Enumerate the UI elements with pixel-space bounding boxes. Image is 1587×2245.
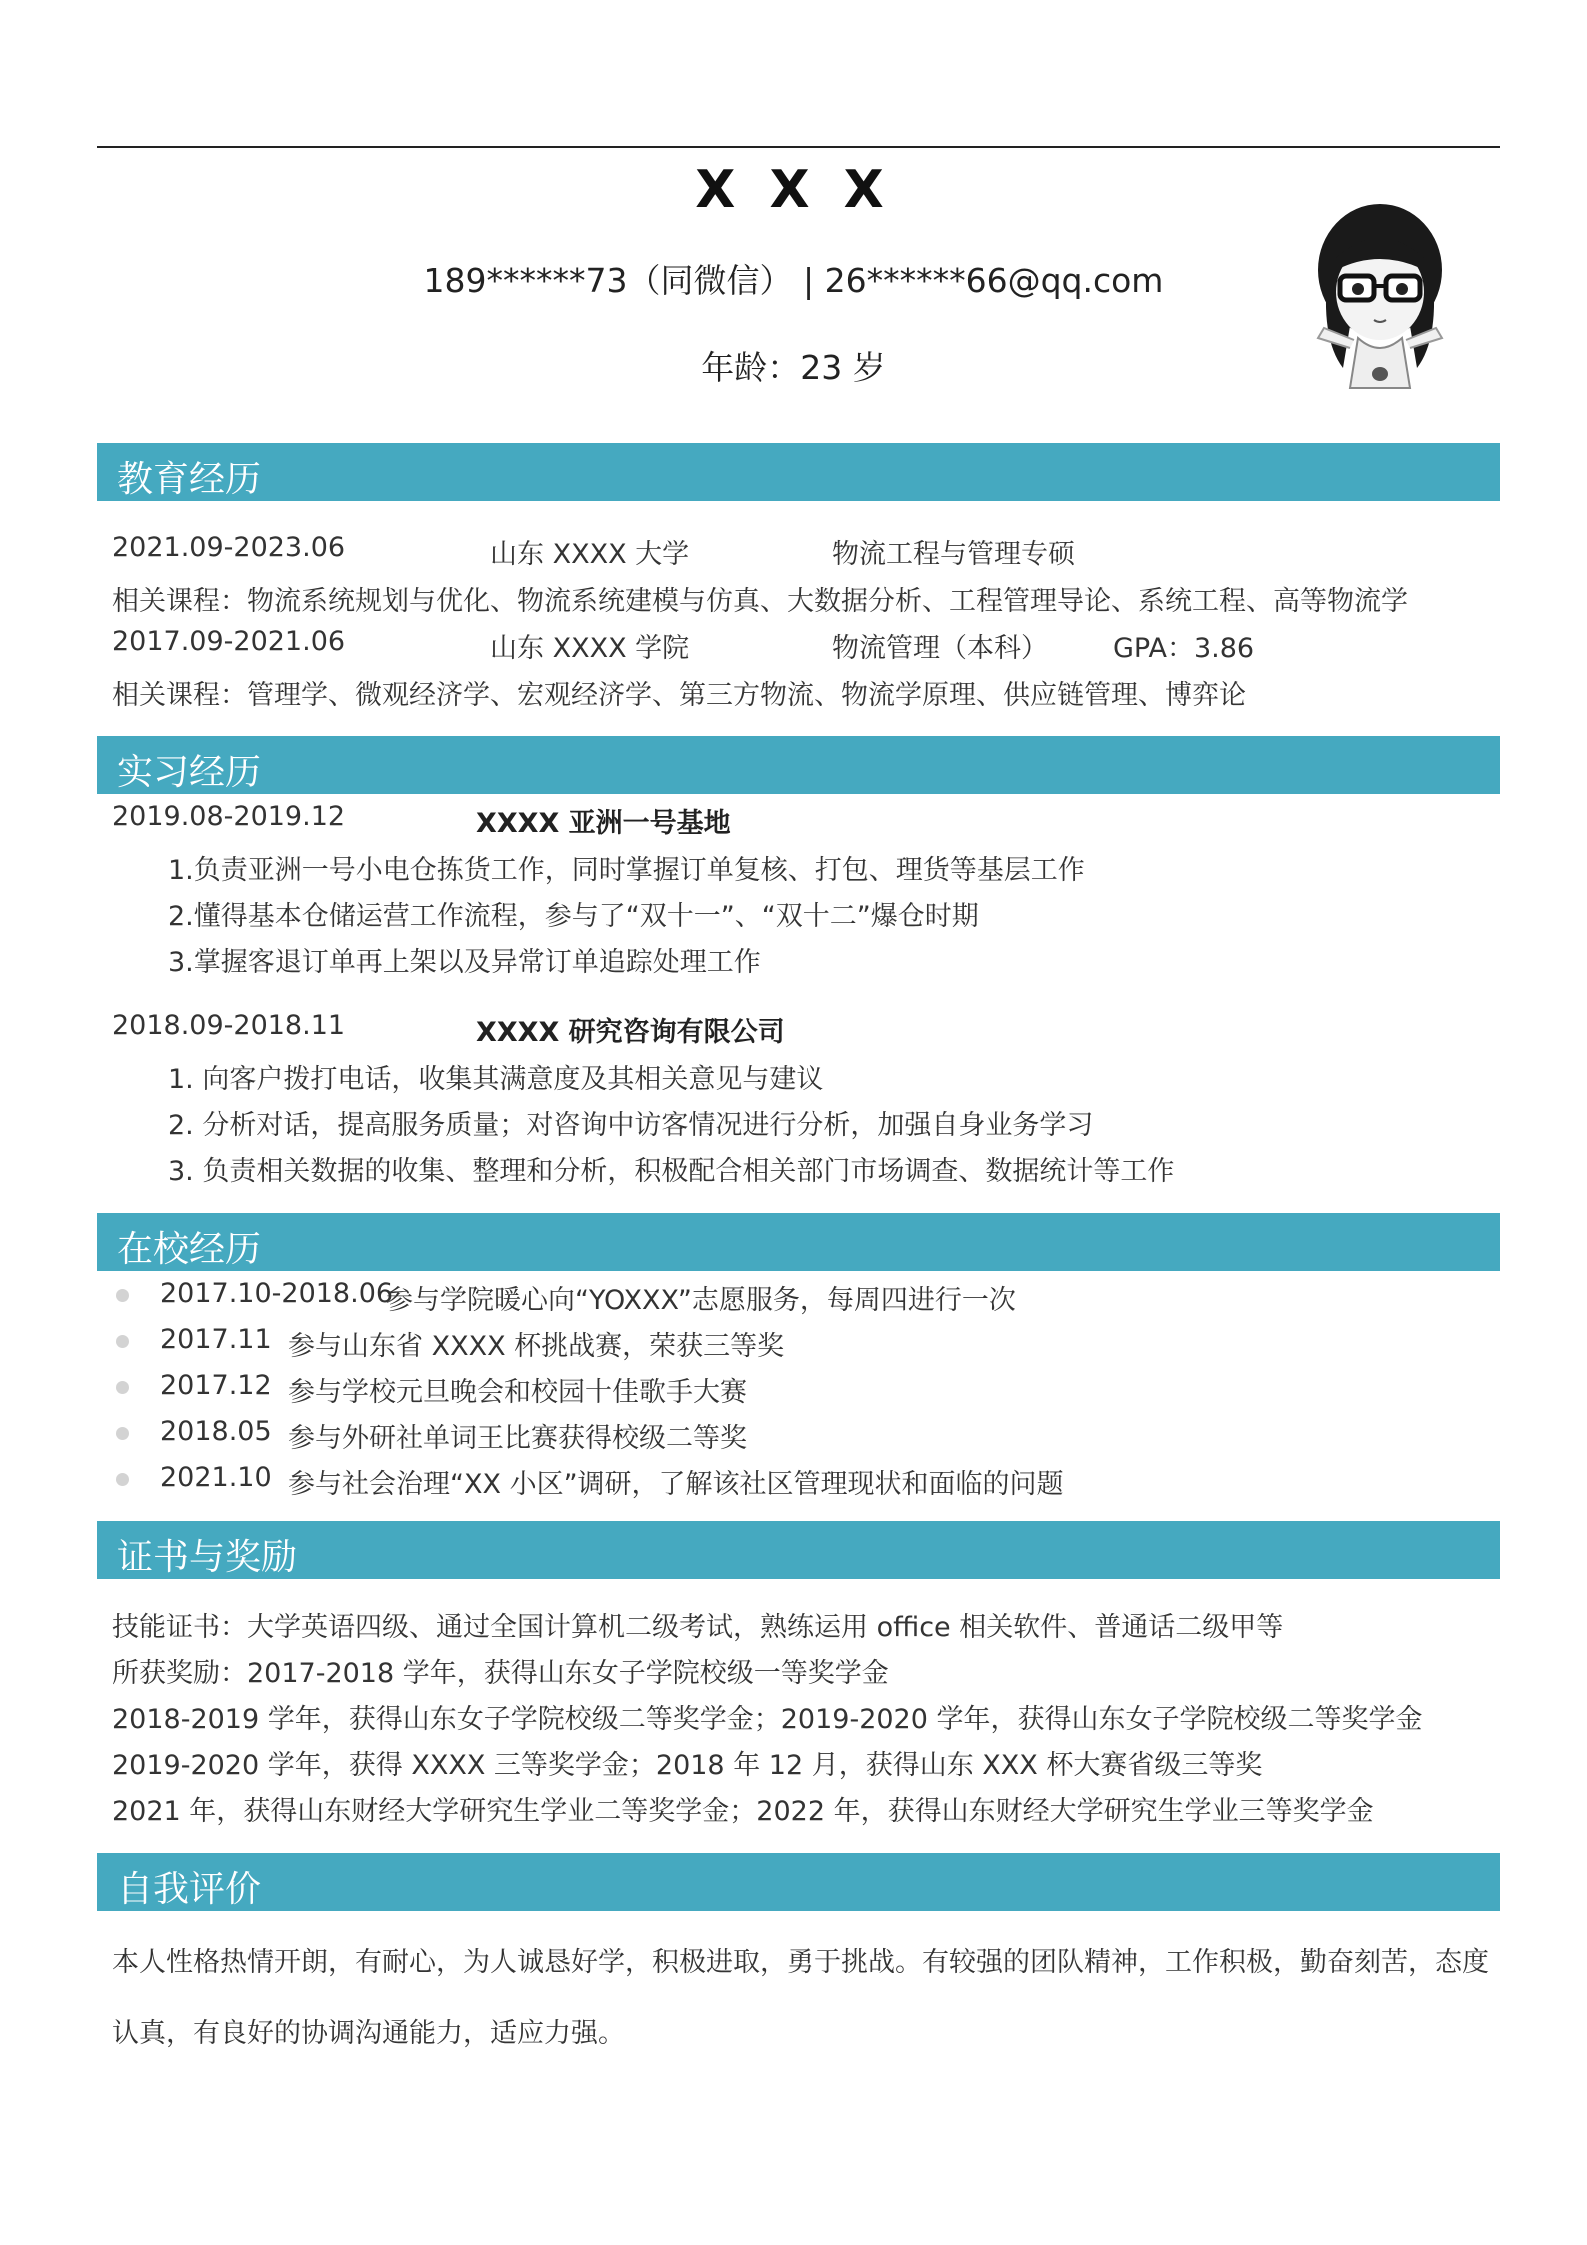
campus-1-date: 2017.10-2018.06 [160,1278,394,1309]
avatar [1298,188,1462,398]
campus-3-date: 2017.12 [160,1370,272,1401]
awards-line-5: 2021 年，获得山东财经大学研究生学业二等奖学金；2022 年，获得山东财经大学研究生学业三等奖学金 [112,1796,1374,1827]
section-title-education: 教育经历 [117,459,262,500]
contact-info: 189******73（同微信） | 26******66@qq.com [423,261,1164,300]
self-line-2: 认真，有良好的协调沟通能力，适应力强。 [112,2018,625,2049]
top-divider [97,146,1500,148]
intern-1-item-3: 3.掌握客退订单再上架以及异常订单追踪处理工作 [168,947,761,978]
campus-1-text: 参与学院暖心向“YOXXX”志愿服务，每周四进行一次 [386,1285,1016,1316]
bullet-icon [116,1381,129,1394]
intern-1-period: 2019.08-2019.12 [112,801,346,832]
edu-1-school: 山东 XXXX 大学 [490,539,690,570]
intern-2-company: XXXX 研究咨询有限公司 [476,1017,785,1048]
awards-line-4: 2019-2020 学年，获得 XXXX 三等奖学金；2018 年 12 月，获得山东 XXX 杯大赛省级三等奖 [112,1750,1263,1781]
section-title-campus: 在校经历 [117,1229,262,1270]
section-title-awards: 证书与奖励 [117,1537,298,1578]
edu-2-courses: 相关课程：管理学、微观经济学、宏观经济学、第三方物流、物流学原理、供应链管理、博弈论 [112,680,1246,711]
intern-1-item-1: 1.负责亚洲一号小电仓拣货工作，同时掌握订单复核、打包、理货等基层工作 [168,855,1085,886]
campus-2-text: 参与山东省 XXXX 杯挑战赛，荣获三等奖 [288,1331,785,1362]
bullet-icon [116,1473,129,1486]
intern-2-item-3: 3. 负责相关数据的收集、整理和分析，积极配合相关部门市场调查、数据统计等工作 [168,1156,1175,1187]
section-title-internship: 实习经历 [117,752,262,793]
intern-2-period: 2018.09-2018.11 [112,1010,346,1041]
awards-line-1: 技能证书：大学英语四级、通过全国计算机二级考试，熟练运用 office 相关软件、普通话二级甲等 [112,1612,1284,1643]
campus-3-text: 参与学校元旦晚会和校园十佳歌手大赛 [288,1377,747,1408]
awards-line-2: 所获奖励：2017-2018 学年，获得山东女子学院校级一等奖学金 [112,1658,889,1689]
campus-4-date: 2018.05 [160,1416,272,1447]
section-self-evaluation [97,1853,1500,1911]
edu-1-period: 2021.09-2023.06 [112,532,346,563]
section-awards [97,1521,1500,1579]
bullet-icon [116,1427,129,1440]
section-education [97,443,1500,501]
edu-2-major: 物流管理（本科） [832,633,1048,664]
self-line-1: 本人性格热情开朗，有耐心，为人诚恳好学，积极进取，勇于挑战。有较强的团队精神，工作积极，勤奋刻苦，态度 [112,1947,1489,1978]
section-internship [97,736,1500,794]
campus-5-date: 2021.10 [160,1462,272,1493]
section-title-self-evaluation: 自我评价 [117,1869,262,1910]
intern-2-item-2: 2. 分析对话，提高服务质量；对咨询中访客情况进行分析，加强自身业务学习 [168,1110,1094,1141]
section-campus [97,1213,1500,1271]
intern-1-company: XXXX 亚洲一号基地 [476,808,731,839]
campus-4-text: 参与外研社单词王比赛获得校级二等奖 [288,1423,747,1454]
campus-5-text: 参与社会治理“XX 小区”调研，了解该社区管理现状和面临的问题 [288,1469,1064,1500]
intern-2-item-1: 1. 向客户拨打电话，收集其满意度及其相关意见与建议 [168,1064,824,1095]
bullet-icon [116,1289,129,1302]
campus-2-date: 2017.11 [160,1324,272,1355]
awards-line-3: 2018-2019 学年，获得山东女子学院校级二等奖学金；2019-2020 学年，获得山东女子学院校级二等奖学金 [112,1704,1423,1735]
edu-2-period: 2017.09-2021.06 [112,626,346,657]
resume-name: X X X [695,160,892,220]
edu-1-major: 物流工程与管理专硕 [832,539,1075,570]
edu-2-gpa: GPA：3.86 [1113,633,1255,664]
edu-1-courses: 相关课程：物流系统规划与优化、物流系统建模与仿真、大数据分析、工程管理导论、系统工程、高等物流学 [112,586,1408,617]
age-info: 年龄：23 岁 [701,348,886,387]
bullet-icon [116,1335,129,1348]
intern-1-item-2: 2.懂得基本仓储运营工作流程，参与了“双十一”、“双十二”爆仓时期 [168,901,979,932]
edu-2-school: 山东 XXXX 学院 [490,633,690,664]
